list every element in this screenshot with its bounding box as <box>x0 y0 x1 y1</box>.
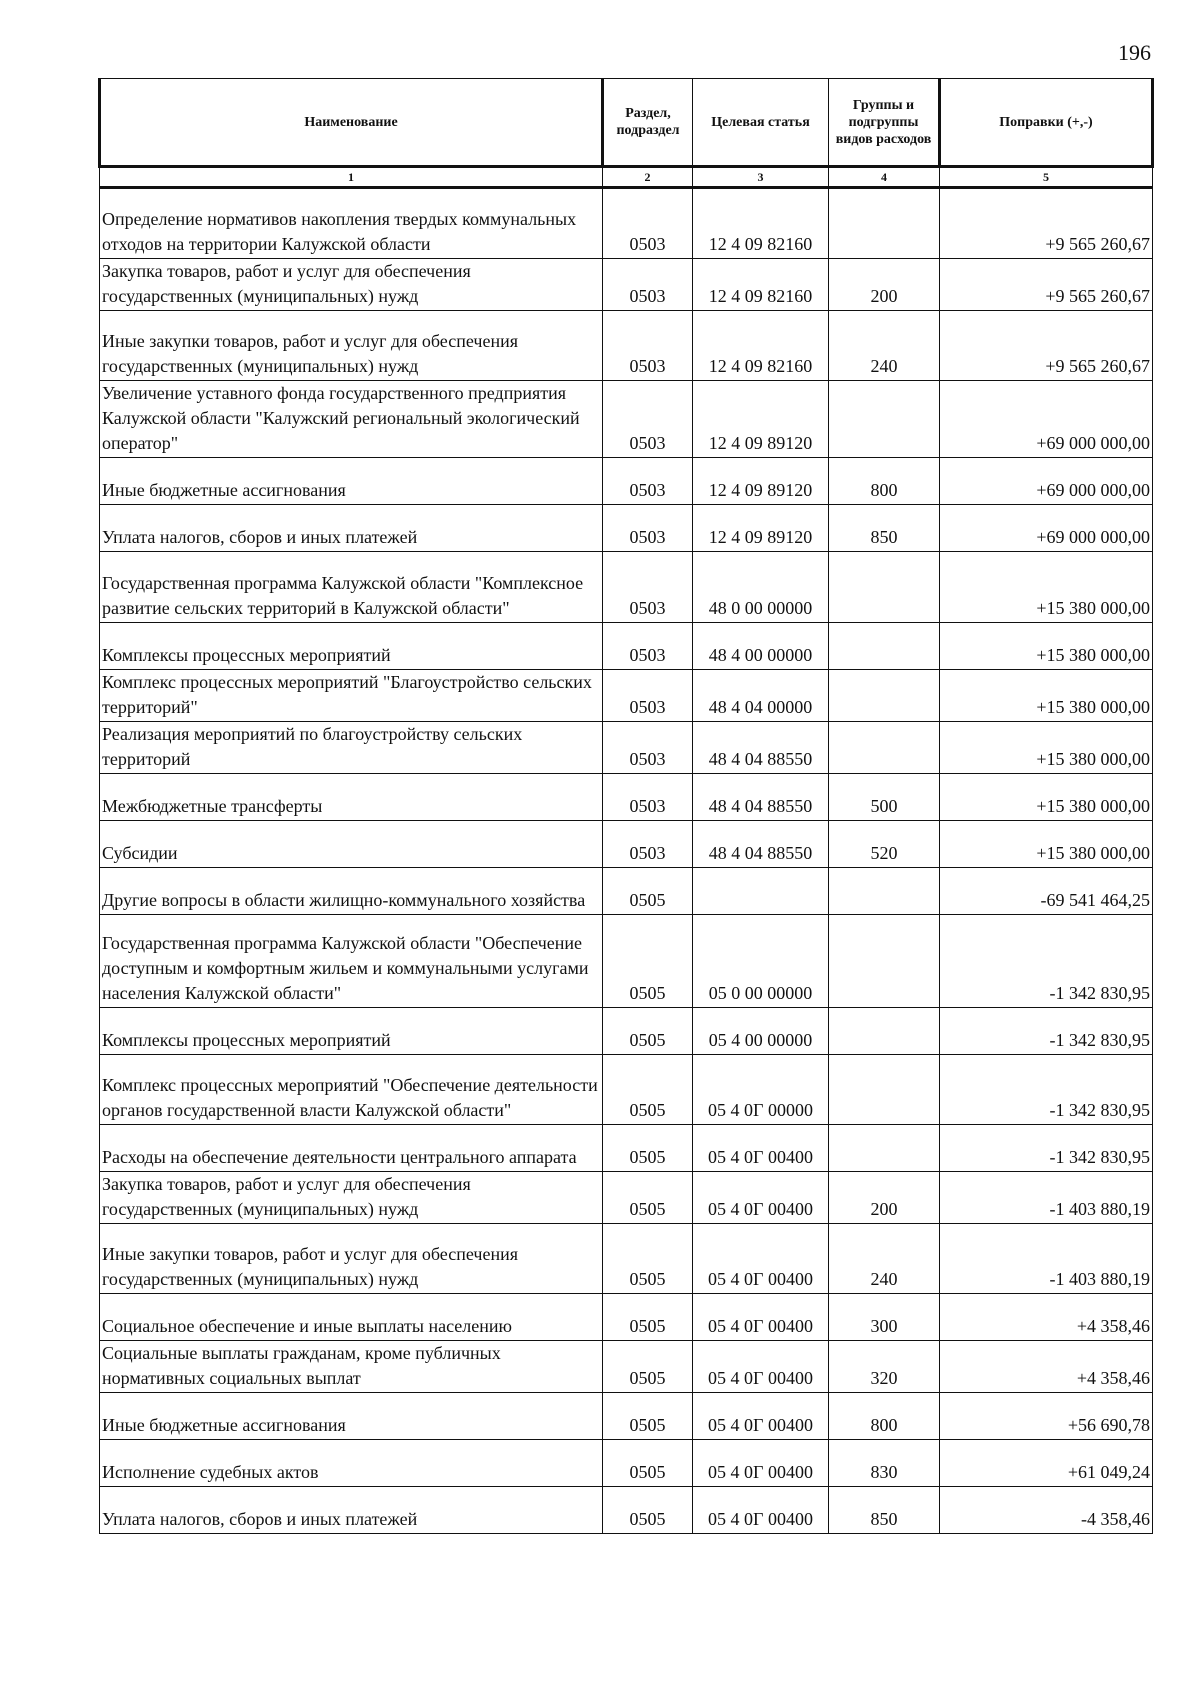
row-section: 0503 <box>603 259 693 311</box>
row-target-code: 05 4 0Г 00400 <box>693 1125 829 1172</box>
row-amount: -1 403 880,19 <box>940 1224 1153 1294</box>
row-amount: -1 342 830,95 <box>940 1008 1153 1055</box>
table-row <box>100 1440 1153 1487</box>
row-expense-group: 850 <box>829 505 940 552</box>
row-target-code: 48 4 04 88550 <box>693 821 829 868</box>
row-amount: +61 049,24 <box>940 1440 1153 1487</box>
row-name: Другие вопросы в области жилищно-коммунального хозяйства <box>100 868 603 915</box>
row-name: Закупка товаров, работ и услуг для обеспечения государственных (муниципальных) нужд <box>100 259 603 311</box>
row-name: Государственная программа Калужской области "Обеспечение доступным и комфортным жильем и коммунальными услугами населения Калужской области" <box>100 915 603 1008</box>
row-amount: +69 000 000,00 <box>940 505 1153 552</box>
table-row <box>100 1294 1153 1341</box>
row-name: Комплекс процессных мероприятий "Обеспечение деятельности органов государственной власти Калужской области" <box>100 1055 603 1125</box>
row-name: Иные бюджетные ассигнования <box>100 458 603 505</box>
row-section: 0503 <box>603 381 693 458</box>
row-section: 0505 <box>603 915 693 1008</box>
row-amount: -69 541 464,25 <box>940 868 1153 915</box>
row-name: Уплата налогов, сборов и иных платежей <box>100 1487 603 1534</box>
row-target-code: 12 4 09 89120 <box>693 505 829 552</box>
row-amount: +15 380 000,00 <box>940 722 1153 774</box>
row-amount: +15 380 000,00 <box>940 623 1153 670</box>
row-target-code: 05 4 0Г 00400 <box>693 1224 829 1294</box>
row-expense-group: 320 <box>829 1341 940 1393</box>
row-expense-group <box>829 381 940 458</box>
row-section: 0505 <box>603 1294 693 1341</box>
row-target-code: 05 4 0Г 00400 <box>693 1341 829 1393</box>
table-row <box>100 915 1153 1008</box>
row-name: Определение нормативов накопления твердых коммунальных отходов на территории Калужской области <box>100 188 603 259</box>
col-header-name: Наименование <box>100 79 603 167</box>
row-target-code: 48 0 00 00000 <box>693 552 829 623</box>
row-section: 0505 <box>603 1487 693 1534</box>
row-target-code: 48 4 04 88550 <box>693 722 829 774</box>
row-section: 0505 <box>603 1341 693 1393</box>
row-name: Межбюджетные трансферты <box>100 774 603 821</box>
row-target-code: 05 4 0Г 00400 <box>693 1487 829 1534</box>
row-section: 0503 <box>603 311 693 381</box>
row-target-code: 12 4 09 89120 <box>693 458 829 505</box>
row-name: Комплексы процессных мероприятий <box>100 1008 603 1055</box>
row-section: 0505 <box>603 868 693 915</box>
row-section: 0503 <box>603 623 693 670</box>
row-target-code: 05 4 0Г 00000 <box>693 1055 829 1125</box>
col-number: 5 <box>940 167 1153 188</box>
row-section: 0505 <box>603 1440 693 1487</box>
row-section: 0505 <box>603 1172 693 1224</box>
row-name: Закупка товаров, работ и услуг для обеспечения государственных (муниципальных) нужд <box>100 1172 603 1224</box>
row-amount: +4 358,46 <box>940 1294 1153 1341</box>
table-row <box>100 1008 1153 1055</box>
row-name: Государственная программа Калужской области "Комплексное развитие сельских территорий в Калужской области" <box>100 552 603 623</box>
row-amount: +15 380 000,00 <box>940 774 1153 821</box>
row-expense-group <box>829 670 940 722</box>
table-row <box>100 670 1153 722</box>
row-section: 0503 <box>603 505 693 552</box>
row-expense-group <box>829 1125 940 1172</box>
table-row <box>100 381 1153 458</box>
row-target-code: 05 4 00 00000 <box>693 1008 829 1055</box>
row-expense-group <box>829 722 940 774</box>
row-target-code: 48 4 04 88550 <box>693 774 829 821</box>
row-amount: -4 358,46 <box>940 1487 1153 1534</box>
row-expense-group: 240 <box>829 311 940 381</box>
table-row <box>100 458 1153 505</box>
budget-amendments-table <box>98 78 1154 1534</box>
row-amount: -1 403 880,19 <box>940 1172 1153 1224</box>
row-target-code: 05 4 0Г 00400 <box>693 1393 829 1440</box>
row-section: 0505 <box>603 1008 693 1055</box>
row-name: Расходы на обеспечение деятельности центрального аппарата <box>100 1125 603 1172</box>
row-target-code: 05 4 0Г 00400 <box>693 1440 829 1487</box>
row-section: 0505 <box>603 1224 693 1294</box>
column-number-row <box>100 167 1153 188</box>
row-amount: +15 380 000,00 <box>940 821 1153 868</box>
row-expense-group <box>829 552 940 623</box>
table-row <box>100 311 1153 381</box>
col-number: 1 <box>100 167 603 188</box>
row-expense-group: 500 <box>829 774 940 821</box>
row-amount: -1 342 830,95 <box>940 915 1153 1008</box>
row-section: 0505 <box>603 1125 693 1172</box>
col-number: 3 <box>693 167 829 188</box>
row-amount: +15 380 000,00 <box>940 552 1153 623</box>
row-expense-group: 300 <box>829 1294 940 1341</box>
row-amount: +4 358,46 <box>940 1341 1153 1393</box>
row-target-code: 12 4 09 82160 <box>693 311 829 381</box>
page-number: 196 <box>1118 40 1151 65</box>
table-row <box>100 774 1153 821</box>
row-expense-group: 800 <box>829 1393 940 1440</box>
row-target-code: 48 4 04 00000 <box>693 670 829 722</box>
table-row <box>100 188 1153 259</box>
row-section: 0503 <box>603 774 693 821</box>
row-expense-group <box>829 623 940 670</box>
row-expense-group <box>829 1008 940 1055</box>
table-row <box>100 1393 1153 1440</box>
row-amount: +9 565 260,67 <box>940 311 1153 381</box>
row-expense-group <box>829 868 940 915</box>
row-expense-group: 520 <box>829 821 940 868</box>
row-target-code: 05 4 0Г 00400 <box>693 1294 829 1341</box>
col-number: 4 <box>829 167 940 188</box>
row-name: Реализация мероприятий по благоустройству сельских территорий <box>100 722 603 774</box>
table-row <box>100 1341 1153 1393</box>
row-expense-group: 200 <box>829 1172 940 1224</box>
col-header-section: Раздел, подраздел <box>603 79 693 167</box>
row-expense-group <box>829 1055 940 1125</box>
col-header-amendments: Поправки (+,-) <box>940 79 1153 167</box>
row-target-code: 12 4 09 89120 <box>693 381 829 458</box>
row-amount: +69 000 000,00 <box>940 458 1153 505</box>
table-body <box>100 188 1153 1534</box>
row-target-code: 12 4 09 82160 <box>693 259 829 311</box>
row-name: Уплата налогов, сборов и иных платежей <box>100 505 603 552</box>
row-expense-group: 850 <box>829 1487 940 1534</box>
table-row <box>100 1055 1153 1125</box>
row-amount: +15 380 000,00 <box>940 670 1153 722</box>
table-row <box>100 1487 1153 1534</box>
table-row <box>100 868 1153 915</box>
row-name: Социальные выплаты гражданам, кроме публичных нормативных социальных выплат <box>100 1341 603 1393</box>
col-header-target: Целевая статья <box>693 79 829 167</box>
row-section: 0503 <box>603 821 693 868</box>
row-amount: +69 000 000,00 <box>940 381 1153 458</box>
col-header-groups: Группы и подгруппы видов расходов <box>829 79 940 167</box>
row-name: Увеличение уставного фонда государственного предприятия Калужской области "Калужский региональный экологический оператор" <box>100 381 603 458</box>
row-name: Социальное обеспечение и иные выплаты населению <box>100 1294 603 1341</box>
table-row <box>100 1172 1153 1224</box>
row-target-code <box>693 868 829 915</box>
row-section: 0505 <box>603 1393 693 1440</box>
row-amount: -1 342 830,95 <box>940 1125 1153 1172</box>
row-section: 0503 <box>603 670 693 722</box>
row-expense-group: 830 <box>829 1440 940 1487</box>
table-row <box>100 623 1153 670</box>
row-amount: +9 565 260,67 <box>940 259 1153 311</box>
row-amount: +56 690,78 <box>940 1393 1153 1440</box>
row-section: 0503 <box>603 552 693 623</box>
row-target-code: 05 4 0Г 00400 <box>693 1172 829 1224</box>
row-name: Исполнение судебных актов <box>100 1440 603 1487</box>
row-target-code: 12 4 09 82160 <box>693 188 829 259</box>
row-section: 0503 <box>603 188 693 259</box>
row-name: Комплекс процессных мероприятий "Благоустройство сельских территорий" <box>100 670 603 722</box>
table-row <box>100 259 1153 311</box>
table-row <box>100 1224 1153 1294</box>
row-name: Субсидии <box>100 821 603 868</box>
table-row <box>100 1125 1153 1172</box>
row-section: 0505 <box>603 1055 693 1125</box>
table-row <box>100 821 1153 868</box>
row-section: 0503 <box>603 722 693 774</box>
row-expense-group: 800 <box>829 458 940 505</box>
row-expense-group <box>829 915 940 1008</box>
row-target-code: 05 0 00 00000 <box>693 915 829 1008</box>
row-name: Комплексы процессных мероприятий <box>100 623 603 670</box>
row-expense-group <box>829 188 940 259</box>
table-header-row <box>100 79 1153 167</box>
row-amount: -1 342 830,95 <box>940 1055 1153 1125</box>
row-name: Иные закупки товаров, работ и услуг для обеспечения государственных (муниципальных) нужд <box>100 311 603 381</box>
row-section: 0503 <box>603 458 693 505</box>
row-expense-group: 240 <box>829 1224 940 1294</box>
row-expense-group: 200 <box>829 259 940 311</box>
col-number: 2 <box>603 167 693 188</box>
row-name: Иные бюджетные ассигнования <box>100 1393 603 1440</box>
table-row <box>100 505 1153 552</box>
row-amount: +9 565 260,67 <box>940 188 1153 259</box>
row-name: Иные закупки товаров, работ и услуг для обеспечения государственных (муниципальных) нужд <box>100 1224 603 1294</box>
table-row <box>100 552 1153 623</box>
table-row <box>100 722 1153 774</box>
row-target-code: 48 4 00 00000 <box>693 623 829 670</box>
